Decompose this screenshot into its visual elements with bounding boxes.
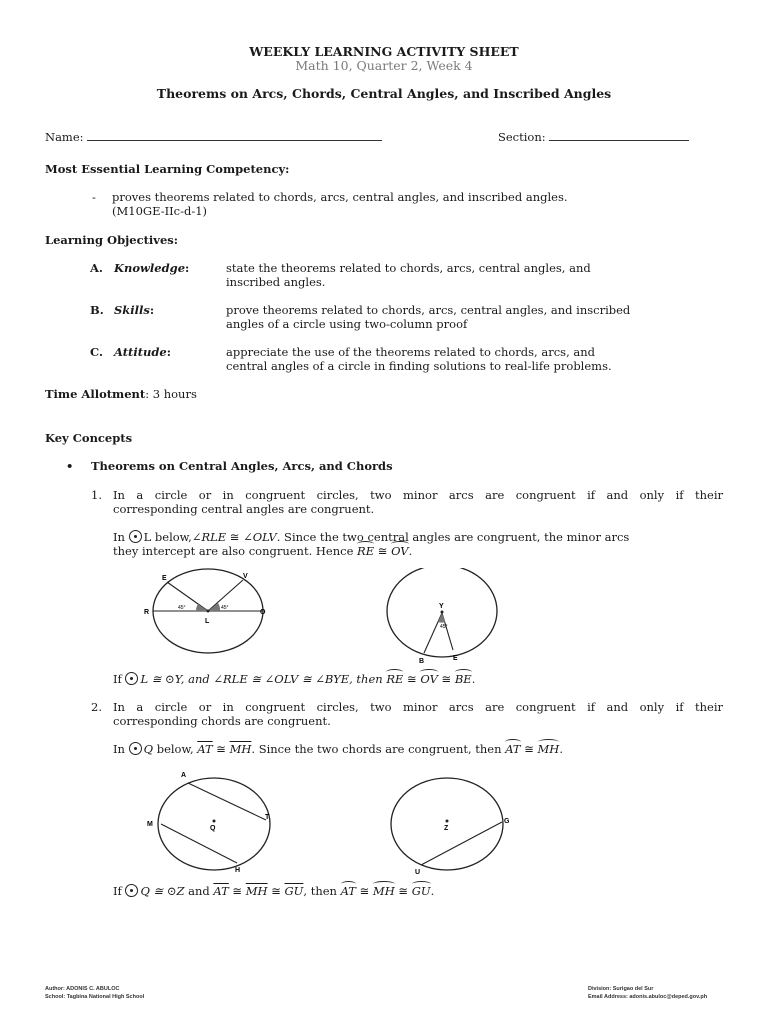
name-field[interactable]	[45, 129, 382, 144]
objective-b-line2: angles of a circle using two-column proof	[226, 317, 468, 331]
theorem2-conclusion: If Q ≅ ⊙Z and $\overline{AT}$ ≅ $\overline{MH}$ ≅ $\overline{GU}$, then AT ≅ MH ≅ GU.	[113, 884, 435, 898]
label-l: L	[205, 618, 210, 625]
objective-a-line2: inscribed angles.	[226, 275, 326, 289]
angle-label-left: 45°	[178, 605, 186, 611]
figure2-left-circle	[147, 772, 270, 874]
objective-b-label: Skills:	[114, 303, 155, 317]
arc-re: RE	[357, 544, 375, 558]
objective-a-letter: A.	[90, 261, 103, 275]
section-blank[interactable]	[549, 129, 689, 141]
label-a: A	[181, 772, 187, 779]
label-m: M	[147, 821, 153, 828]
objectives-heading: Learning Objectives:	[45, 233, 178, 247]
theorems-bullet-heading: Theorems on Central Angles, Arcs, and Chords	[91, 459, 393, 473]
label-y: Y	[439, 603, 444, 610]
figure2-circles	[140, 768, 540, 878]
arc-ov: OV	[391, 544, 409, 558]
label-g: G	[504, 818, 510, 825]
key-concepts-heading: Key Concepts	[45, 431, 133, 445]
objective-c-letter: C.	[90, 345, 103, 359]
sheet-subtitle: Math 10, Quarter 2, Week 4	[295, 58, 473, 73]
label-u: U	[415, 869, 421, 876]
circle-symbol-icon	[125, 672, 138, 685]
theorem1-number: 1.	[91, 488, 102, 502]
circle-symbol-icon	[129, 530, 142, 543]
competency-text: proves theorems related to chords, arcs, central angles, and inscribed angles.	[112, 190, 568, 204]
name-label: Name:	[45, 130, 84, 144]
angle-label-right: 45°	[221, 605, 229, 611]
circle-symbol-icon	[129, 742, 142, 755]
time-label: Time Allotment	[45, 387, 146, 401]
theorem2-number: 2.	[91, 700, 102, 714]
label-e-right: E	[453, 655, 458, 662]
objective-a-line1: state the theorems related to chords, arcs, central angles, and	[226, 261, 591, 275]
objective-b-line1: prove theorems related to chords, arcs, central angles, and inscribed	[226, 303, 631, 317]
figure2-right-circle	[391, 778, 510, 876]
label-r: R	[144, 609, 150, 616]
footer-author: Author: ADONIS C. ABULOC	[45, 986, 120, 992]
label-h: H	[235, 867, 241, 874]
label-e: E	[162, 575, 167, 582]
circle-symbol-icon	[125, 884, 138, 897]
arc-be: BE	[454, 672, 472, 686]
theorem2-line1: In a circle or in congruent circles, two minor arcs are congruent if and only if their	[113, 700, 723, 714]
theorem2-example: In Q below, $\overline{AT}$ ≅ $\overline{MH}$. Since the two chords are congruent, then AT ≅ MH.	[113, 742, 563, 756]
time-value: : 3 hours	[145, 387, 197, 401]
time-allotment	[45, 387, 197, 401]
competency-bullet: -	[92, 190, 96, 204]
section-label: Section:	[498, 130, 546, 144]
objective-b-letter: B.	[90, 303, 104, 317]
theorem1-example-line2: they intercept are also congruent. Hence RE ≅ OV.	[113, 544, 413, 558]
angle-label-y: 45°	[440, 624, 448, 630]
bullet-dot: •	[66, 459, 74, 473]
label-v: V	[243, 573, 248, 580]
theorem1-conclusion: If L ≅ ⊙Y, and ∠RLE ≅ ∠OLV ≅ ∠BYE, then RE ≅ OV ≅ BE.	[113, 672, 476, 686]
label-z: Z	[444, 825, 449, 832]
figure1-circles	[130, 568, 650, 668]
objective-c-line1: appreciate the use of the theorems related to chords, arcs, and	[226, 345, 595, 359]
figure1-left-circle	[144, 569, 266, 653]
label-o: O	[260, 609, 266, 616]
competency-heading: Most Essential Learning Competency:	[45, 162, 290, 176]
footer-school: School: Tagbina National High School	[45, 994, 145, 1000]
objective-c-line2: central angles of a circle in finding solutions to real-life problems.	[226, 359, 612, 373]
theorem1-line2: corresponding central angles are congruent.	[113, 502, 375, 516]
footer-email: Email Address: adonis.abuloc@deped.gov.ph	[588, 994, 708, 1000]
segment-mh: $\overline{MH}$	[229, 742, 252, 756]
theorem2-line2: corresponding chords are congruent.	[113, 714, 331, 728]
name-blank[interactable]	[87, 129, 382, 141]
label-b: B	[419, 658, 425, 665]
theorem1-example: In L below,∠RLE ≅ ∠OLV. Since the two central angles are congruent, the minor arcs	[113, 530, 630, 544]
figure1-right-circle	[387, 568, 497, 665]
section-field[interactable]	[498, 129, 689, 144]
objective-c-label: Attitude:	[114, 345, 171, 359]
objective-a-label: Knowledge:	[114, 261, 190, 275]
segment-at: $\overline{AT}$	[197, 742, 213, 756]
sheet-topic: Theorems on Arcs, Chords, Central Angles, and Inscribed Angles	[156, 86, 612, 101]
sheet-title: WEEKLY LEARNING ACTIVITY SHEET	[249, 44, 519, 59]
segment-gu: $\overline{GU}$	[284, 884, 304, 898]
footer-division: Division: Surigao del Sur	[588, 986, 654, 992]
label-q: Q	[210, 825, 216, 832]
label-t: T	[265, 814, 270, 821]
competency-code: (M10GE-IIc-d-1)	[112, 204, 208, 218]
theorem1-line1: In a circle or in congruent circles, two minor arcs are congruent if and only if their	[113, 488, 723, 502]
